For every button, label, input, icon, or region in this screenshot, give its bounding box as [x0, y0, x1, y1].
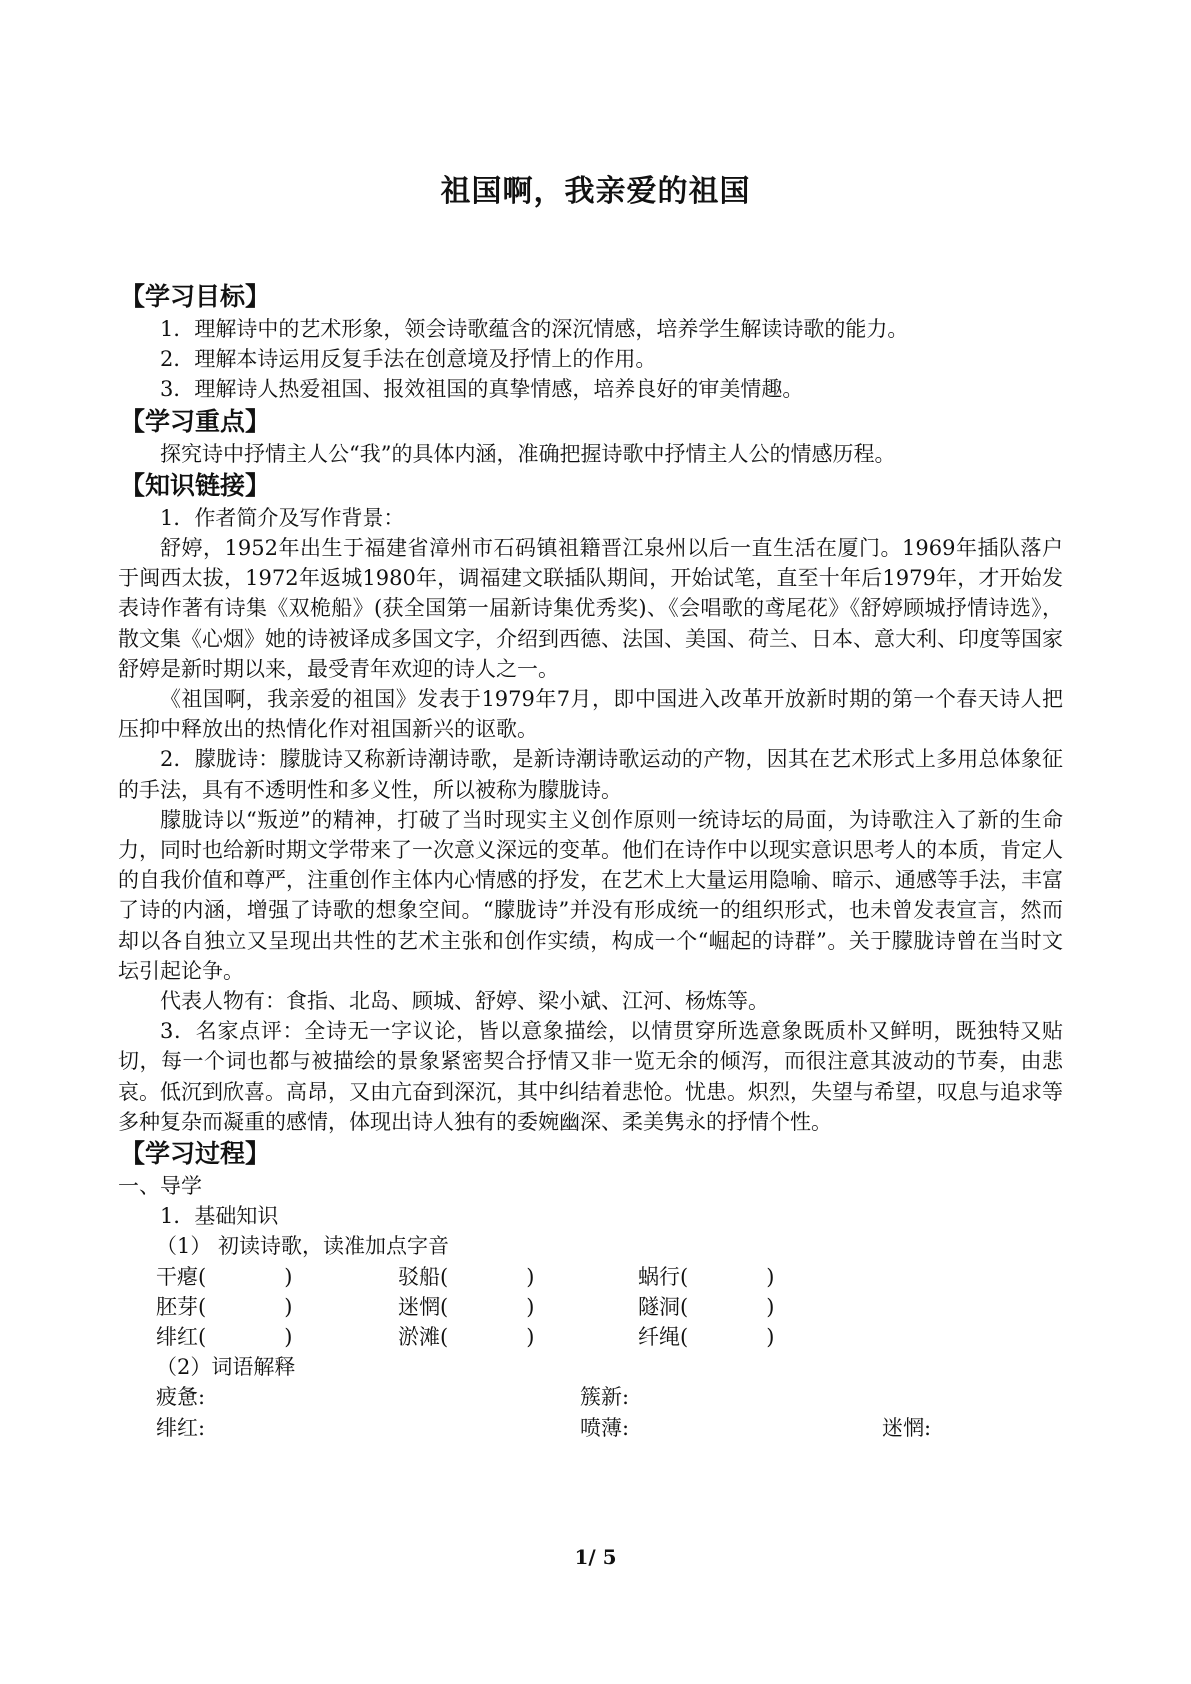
goal-item: 1．理解诗中的艺术形象，领会诗歌蕴含的深沉情感，培养学生解读诗歌的能力。 — [160, 317, 909, 341]
page-number: 1/ 5 — [574, 1545, 617, 1569]
vocab-row — [118, 1413, 1063, 1443]
pinyin-row — [118, 1292, 1063, 1322]
vocab-row — [118, 1382, 1063, 1412]
pinyin-item: 干瘪( ) — [156, 1264, 293, 1289]
section-heading-goals: 【学习目标】 — [120, 282, 271, 311]
links-subheading: 1．作者简介及写作背景： — [160, 505, 405, 530]
pinyin-item: 隧洞( ) — [638, 1294, 775, 1319]
focus-text: 探究诗中抒情主人公“我”的具体内涵，准确把握诗歌中抒情主人公的情感历程。 — [160, 441, 896, 466]
vocab-item: 迷惘: — [882, 1415, 932, 1440]
expert-review-paragraph: 3．名家点评：全诗无一字议论，皆以意象描绘，以情贯穿所选意象既质朴又鲜明，既独特又贴切，每一个词也都与被描绘的景象紧密契合抒情又非一览无余的倾泻，而很注意其波动的节奏，由悲哀。低沉到欣喜。高昂，又由亢奋到深沉，其中纠结着悲怆。忧患。炽烈，失望与希望，叹息与追求等多种复杂而凝重的感情，体现出诗人独有的委婉幽深、柔美隽永的抒情个性。 — [118, 1019, 1063, 1134]
section-heading-focus: 【学习重点】 — [120, 406, 271, 436]
pinyin-item: 驳船( ) — [398, 1264, 535, 1289]
subheading-basic: 1．基础知识 — [160, 1204, 279, 1229]
representatives-paragraph: 代表人物有：食指、北岛、顾城、舒婷、梁小斌、江河、杨炼等。 — [160, 989, 769, 1014]
pinyin-item: 迷惘( ) — [398, 1294, 535, 1319]
goal-item: 3．理解诗人热爱祖国、报效祖国的真挚情感，培养良好的审美情趣。 — [160, 377, 804, 402]
page-title: 祖国啊，我亲爱的祖国 — [440, 174, 751, 209]
author-bio-paragraph: 舒婷，1952年出生于福建省漳州市石码镇祖籍晋江泉州以后一直生活在厦门。1969年插队落户于闽西太拔，1972年返城1980年，调福建文联插队期间，开始试笔，直至十年后1979年，才开始发表诗作著有诗集《双桅船》(获全国第一届新诗集优秀奖)、《会唱歌的鸢尾花》《舒婷顾城抒情诗选》，散文集《心烟》她的诗被译成多国文字，介绍到西德、法国、美国、荷兰、日本、意大利、印度等国家舒婷是新时期以来，最受青年欢迎的诗人之一。 — [118, 536, 1063, 681]
vocab-item: 簇新: — [580, 1385, 630, 1410]
misty-poetry-paragraph: 2．朦胧诗：朦胧诗又称新诗潮诗歌，是新诗潮诗歌运动的产物，因其在艺术形式上多用总体象征的手法，具有不透明性和多义性，所以被称为朦胧诗。 — [118, 747, 1063, 802]
pinyin-item: 胚芽( ) — [156, 1294, 293, 1319]
question-pronunciation: （1） 初读诗歌，读准加点字音 — [156, 1234, 450, 1259]
section-heading-links: 【知识链接】 — [120, 470, 271, 500]
pinyin-row — [118, 1322, 1063, 1352]
pinyin-item: 纤绳( ) — [638, 1325, 775, 1350]
document-body — [118, 280, 1063, 1443]
question-vocab: （2）词语解释 — [156, 1355, 296, 1380]
vocab-item: 喷薄: — [580, 1415, 630, 1440]
goal-item: 2．理解本诗运用反复手法在创意境及抒情上的作用。 — [160, 347, 657, 372]
pinyin-item: 蜗行( ) — [638, 1264, 775, 1289]
misty-poetry-detail-paragraph: 朦胧诗以“叛逆”的精神，打破了当时现实主义创作原则一统诗坛的局面，为诗歌注入了新的生命力，同时也给新时期文学带来了一次意义深远的变革。他们在诗作中以现实意识思考人的本质，肯定人的自我价值和尊严，注重创作主体内心情感的抒发，在艺术上大量运用隐喻、暗示、通感等手法，丰富了诗的内涵，增强了诗歌的想象空间。“朦胧诗”并没有形成统一的组织形式，也未曾发表宣言，然而却以各自独立又呈现出共性的艺术主张和创作实绩，构成一个“崛起的诗群”。关于朦胧诗曾在当时文坛引起论争。 — [118, 807, 1063, 983]
section-heading-process: 【学习过程】 — [120, 1139, 271, 1169]
pinyin-item: 绯红( ) — [156, 1325, 293, 1350]
pinyin-item: 淤滩( ) — [398, 1325, 535, 1350]
pinyin-row — [118, 1262, 1063, 1292]
background-paragraph: 《祖国啊，我亲爱的祖国》发表于1979年7月，即中国进入改革开放新时期的第一个春天诗人把压抑中释放出的热情化作对祖国新兴的讴歌。 — [118, 687, 1063, 742]
vocab-item: 绯红: — [156, 1415, 206, 1440]
part-heading: 一、导学 — [118, 1174, 202, 1199]
vocab-item: 疲惫: — [156, 1385, 206, 1410]
